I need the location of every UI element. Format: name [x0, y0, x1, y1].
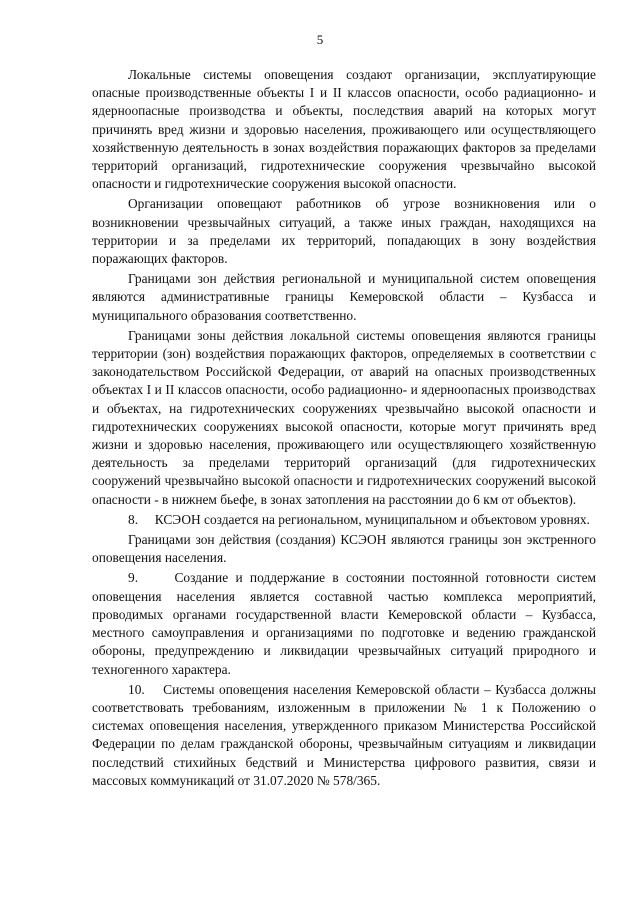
paragraph-item-9: 9. Создание и поддержание в состоянии постоянной готовности систем оповещения населения является составной частью комплекса мероприятий, проводимых органами государственной власти Кемеровской области – Кузбасса, местного самоуправления и организациями по подготовке и ведению гражданской обороны, предупреждению и ликвидации чрезвычайных ситуаций природного и техногенного характера.	[92, 570, 596, 677]
paragraph-item-10: 10. Системы оповещения населения Кемеровской области – Кузбасса должны соответствовать требованиям, изложенным в приложении № 1 к Положению о системах оповещения населения, утвержденного приказом Министерства Российской Федерации по делам гражданской обороны, чрезвычайным ситуациям и ликвидации последствий стихийных бедствий и Министерства цифрового развития, связи и массовых коммуникаций от 31.07.2020 № 578/365.	[92, 681, 596, 788]
paragraph-local-boundaries: Границами зоны действия локальной системы оповещения являются границы территории (зон) воздействия поражающих факторов, определяемых в соответствии с законодательством Российской Федерации, от аварий на опасных производственных объектах I и II классов опасности, особо радиационно- и ядерноопасных производствах и объектах, на гидротехнических сооружениях чрезвычайно высокой опасности и гидротехнических сооружениях высокой опасности, которые могут причинять вред жизни и здоровью населения, проживающего или осуществляющего хозяйственную деятельность за пределами территорий организаций (для гидротехнических сооружений чрезвычайно высокой опасности и гидротехнических сооружений высокой опасности - в нижнем бьефе, в зонах затопления на расстоянии до 6 км от объектов).	[92, 327, 596, 507]
document-body	[92, 66, 596, 790]
paragraph-item-8: 8. КСЭОН создается на региональном, муниципальном и объектовом уровнях.	[128, 511, 590, 527]
paragraph-regional-boundaries: Границами зон действия региональной и муниципальной систем оповещения являются административные границы Кемеровской области – Кузбасса и муниципального образования соответственно.	[92, 271, 596, 323]
paragraph-organizations-notify: Организации оповещают работников об угрозе возникновения или о возникновении чрезвычайных ситуаций, а также иных граждан, находящихся на территории и за пределами их территорий, попадающих в зону воздействия поражающих факторов.	[92, 196, 596, 267]
page-number: 5	[316, 32, 324, 47]
paragraph-local-systems: Локальные системы оповещения создают организации, эксплуатирующие опасные производственные объекты I и II классов опасности, особо радиационно- и ядерноопасные производства и объекты, последствия аварий на которых могут причинять вред жизни и здоровью населения, проживающего или осуществляющего хозяйственную деятельность в зонах воздействия поражающих факторов за пределами территорий организаций, гидротехнические сооружения чрезвычайно высокой опасности и гидротехнические сооружения высокой опасности.	[92, 67, 596, 192]
paragraph-kseon-boundaries: Границами зон действия (создания) КСЭОН являются границы зон экстренного оповещения населения.	[92, 532, 596, 566]
